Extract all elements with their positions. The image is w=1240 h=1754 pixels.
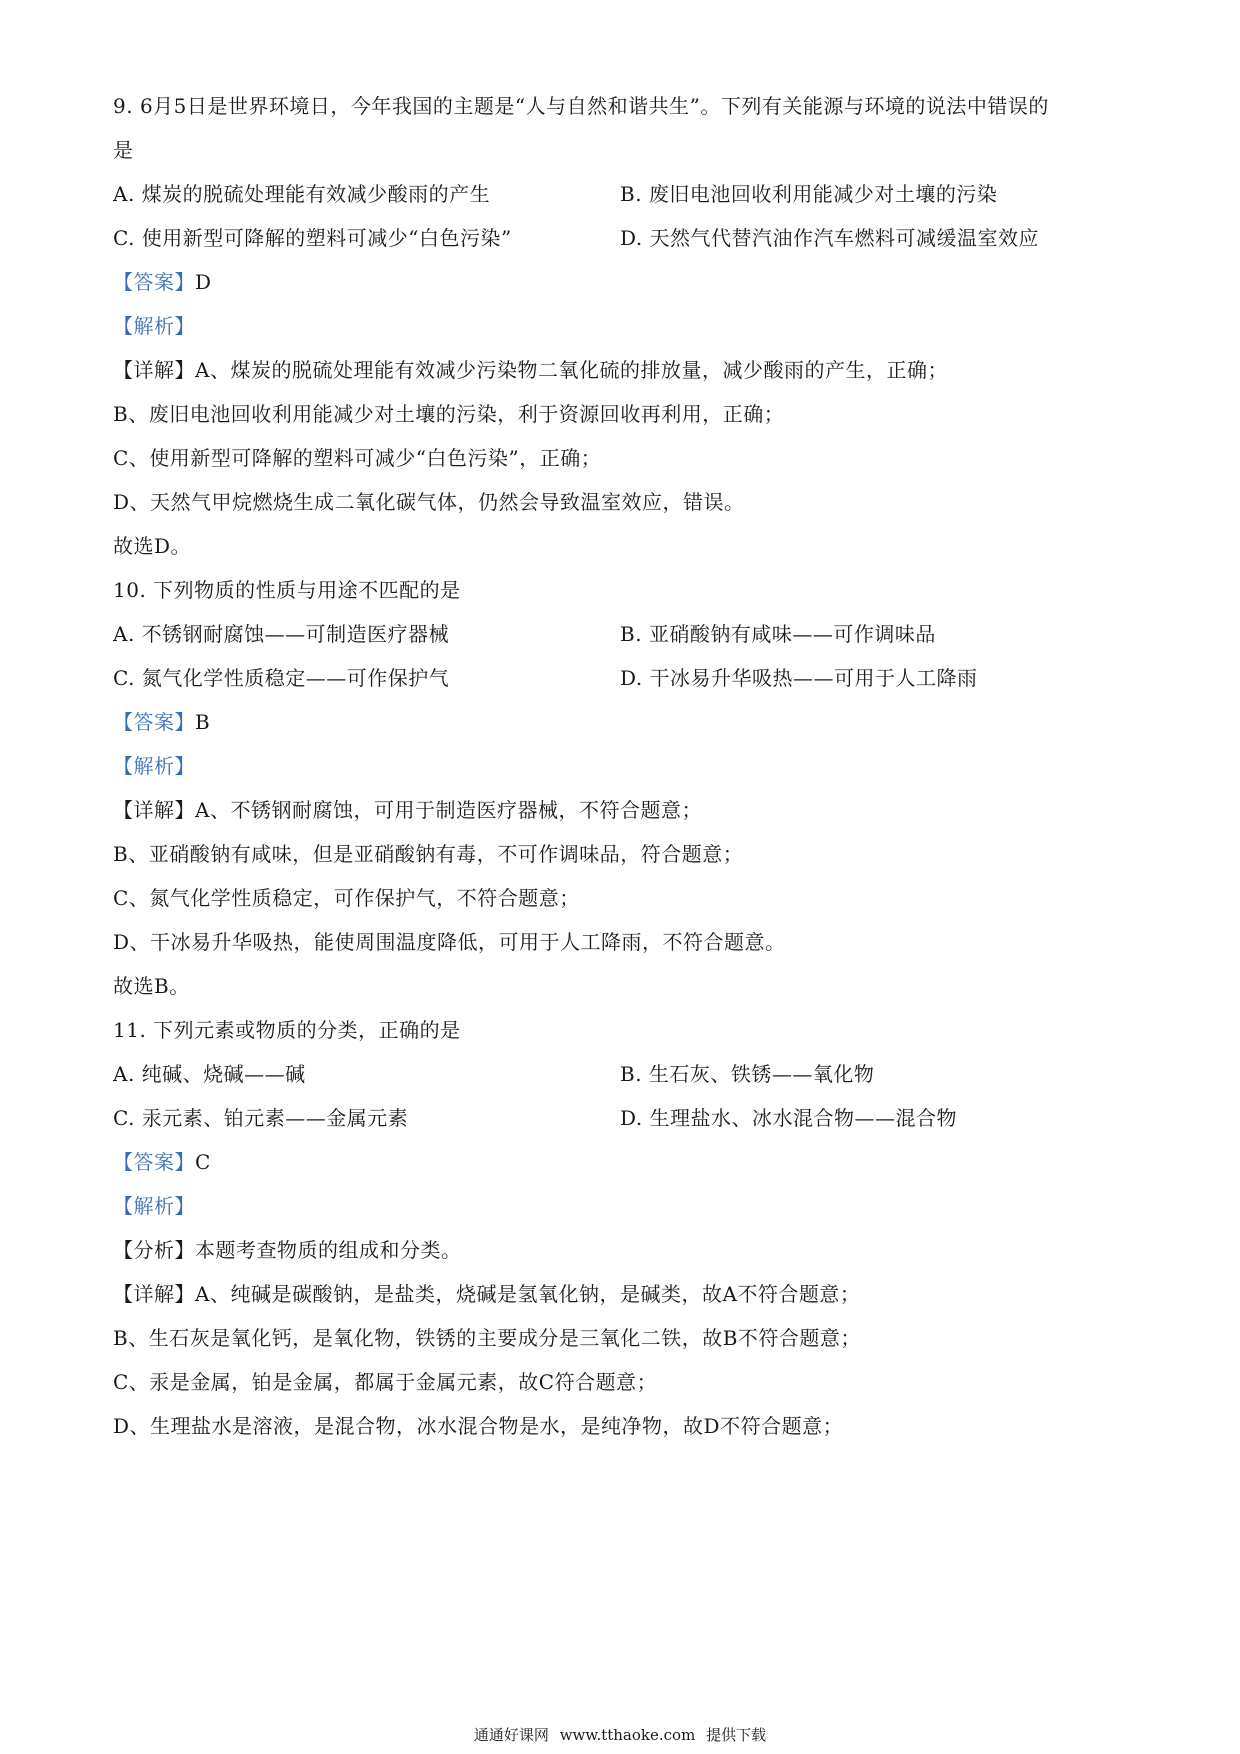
q10-stem: 10. 下列物质的性质与用途不匹配的是 — [113, 578, 461, 602]
q9-detail-d: D、天然气甲烷燃烧生成二氧化碳气体，仍然会导致温室效应，错误。 — [113, 490, 745, 514]
q10-detail-a — [113, 796, 702, 824]
q11-option-c: C. 汞元素、铂元素——金属元素 — [113, 1106, 409, 1130]
detail-text: A、纯碱是碳酸钠，是盐类，烧碱是氢氧化钠，是碱类，故A不符合题意； — [195, 1282, 861, 1306]
q11-detail-a — [113, 1280, 860, 1308]
q10-detail-d: D、干冰易升华吸热，能使周围温度降低，可用于人工降雨，不符合题意。 — [113, 930, 786, 954]
detail-text: A、不锈钢耐腐蚀，可用于制造医疗器械，不符合题意； — [195, 798, 702, 822]
q11-detail-d: D、生理盐水是溶液，是混合物，冰水混合物是水，是纯净物，故D不符合题意； — [113, 1414, 844, 1438]
q9-answer — [113, 268, 212, 296]
q11-option-a: A. 纯碱、烧碱——碱 — [113, 1062, 306, 1086]
footer-note: 提供下载 — [706, 1726, 767, 1744]
answer-tag: 【答案】 — [113, 270, 195, 294]
q11-option-d: D. 生理盐水、冰水混合物——混合物 — [620, 1106, 958, 1130]
q11-detail-b: B、生石灰是氧化钙，是氧化物，铁锈的主要成分是三氧化二铁，故B不符合题意； — [113, 1326, 861, 1350]
analysis-note-tag: 【分析】 — [113, 1238, 195, 1262]
q9-detail-c: C、使用新型可降解的塑料可减少“白色污染”，正确； — [113, 446, 602, 470]
q11-answer — [113, 1148, 211, 1176]
answer-tag: 【答案】 — [113, 710, 195, 734]
q9-stem-line2: 是 — [113, 138, 134, 162]
q9-option-a: A. 煤炭的脱硫处理能有效减少酸雨的产生 — [113, 182, 491, 206]
footer-url: www.tthaoke.com — [559, 1726, 696, 1744]
answer-value: B — [195, 710, 211, 734]
q11-option-b: B. 生石灰、铁锈——氧化物 — [620, 1062, 875, 1086]
q11-analysis-tag: 【解析】 — [113, 1194, 195, 1218]
footer-site-name: 通通好课网 — [473, 1726, 549, 1744]
q9-stem-line1: 9. 6月5日是世界环境日，今年我国的主题是“人与自然和谐共生”。下列有关能源与环境的说法中错误的 — [113, 94, 1049, 118]
analysis-note-text: 本题考查物质的组成和分类。 — [195, 1238, 462, 1262]
detail-tag: 【详解】 — [113, 358, 195, 382]
q9-option-d: D. 天然气代替汽油作汽车燃料可减缓温室效应 — [620, 226, 1040, 250]
q10-option-c: C. 氮气化学性质稳定——可作保护气 — [113, 666, 450, 690]
q10-analysis-tag: 【解析】 — [113, 754, 195, 778]
q11-analysis-note — [113, 1236, 462, 1264]
detail-tag: 【详解】 — [113, 1282, 195, 1306]
q10-option-d: D. 干冰易升华吸热——可用于人工降雨 — [620, 666, 978, 690]
q9-detail-b: B、废旧电池回收利用能减少对土壤的污染，利于资源回收再利用，正确； — [113, 402, 785, 426]
q10-detail-c: C、氮气化学性质稳定，可作保护气，不符合题意； — [113, 886, 580, 910]
answer-value: D — [195, 270, 212, 294]
q9-analysis-tag: 【解析】 — [113, 314, 195, 338]
q10-answer — [113, 708, 210, 736]
q9-option-c: C. 使用新型可降解的塑料可减少“白色污染” — [113, 226, 512, 250]
q9-conclusion: 故选D。 — [113, 534, 192, 558]
page-footer — [0, 1725, 1240, 1745]
q10-option-a: A. 不锈钢耐腐蚀——可制造医疗器械 — [113, 622, 450, 646]
q10-option-b: B. 亚硝酸钠有咸味——可作调味品 — [620, 622, 936, 646]
answer-value: C — [195, 1150, 211, 1174]
q9-detail-a — [113, 356, 948, 384]
q10-detail-b: B、亚硝酸钠有咸味，但是亚硝酸钠有毒，不可作调味品，符合题意； — [113, 842, 744, 866]
q11-stem: 11. 下列元素或物质的分类，正确的是 — [113, 1018, 461, 1042]
detail-text: A、煤炭的脱硫处理能有效减少污染物二氧化硫的排放量，减少酸雨的产生，正确； — [195, 358, 948, 382]
q10-conclusion: 故选B。 — [113, 974, 190, 998]
q11-detail-c: C、汞是金属，铂是金属，都属于金属元素，故C符合题意； — [113, 1370, 658, 1394]
answer-tag: 【答案】 — [113, 1150, 195, 1174]
detail-tag: 【详解】 — [113, 798, 195, 822]
q9-option-b: B. 废旧电池回收利用能减少对土壤的污染 — [620, 182, 998, 206]
